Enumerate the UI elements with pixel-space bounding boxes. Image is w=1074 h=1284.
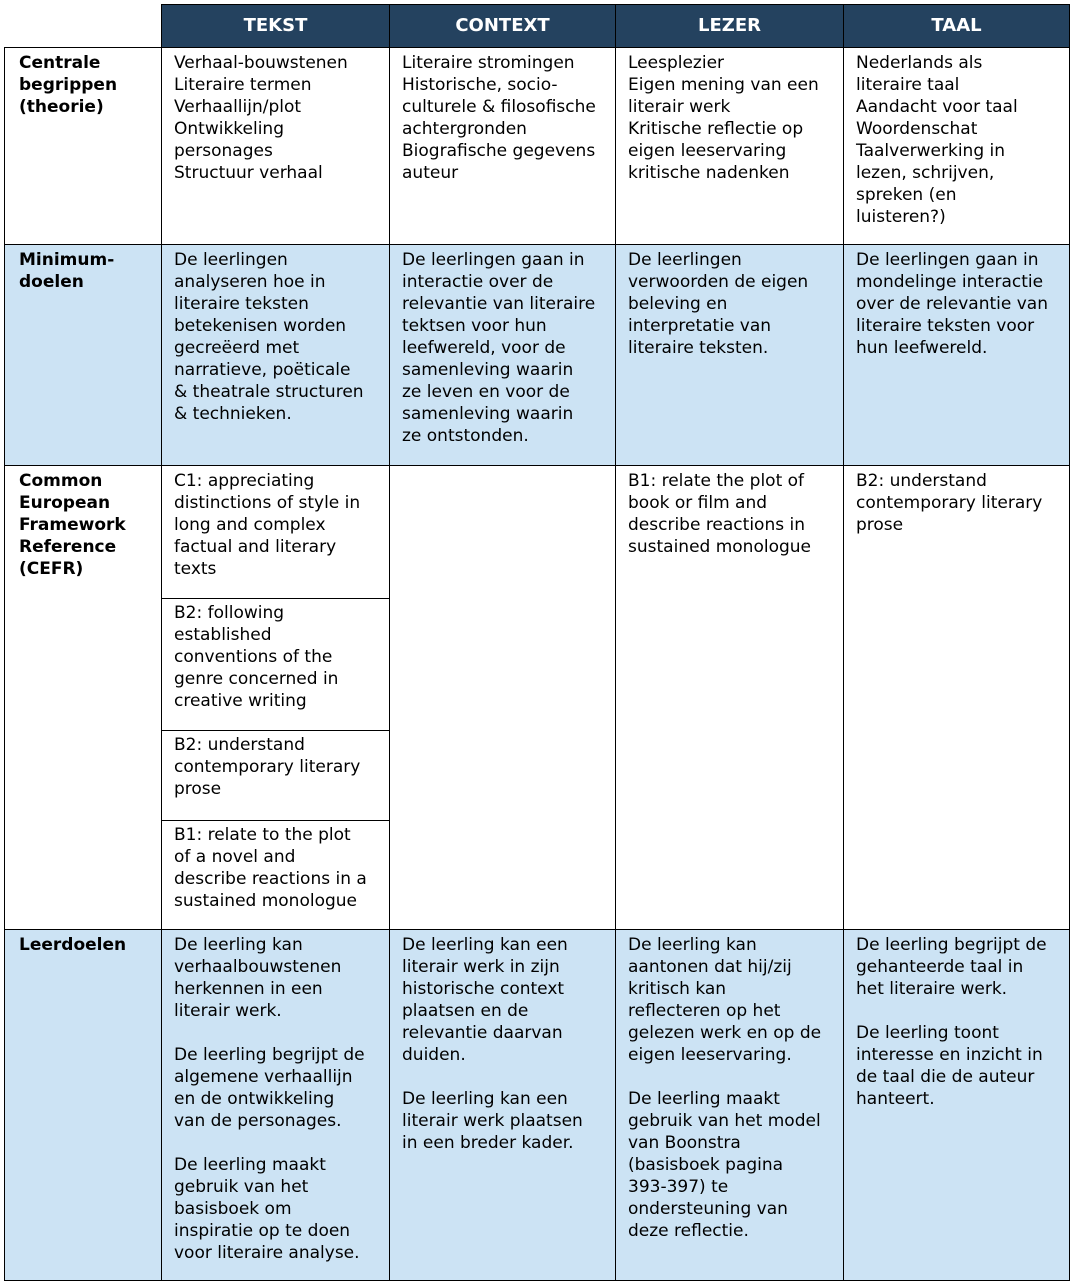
cefr-tekst-item: B2: understand contemporary literary prose: [162, 731, 389, 821]
rowhead-leerdoelen: Leerdoelen: [4, 929, 162, 1281]
cell-cefr-taal: B2: understand contemporary literary prose: [843, 465, 1070, 930]
cell-cefr-lezer: B1: relate the plot of book or film and describe reactions in sustained monologue: [615, 465, 844, 930]
cell-leerdoelen-tekst: De leerling kan verhaalbouwstenen herkennen in een literair werk. De leerling begrijpt de algemene verhaallijn en de ontwikkeling van de personages. De leerling maakt gebruik van het basisboek om inspiratie op te doen voor literaire analyse.: [161, 929, 390, 1281]
rowhead-cefr: Common European Framework Reference (CEFR): [4, 465, 162, 930]
cell-leerdoelen-taal: De leerling begrijpt de gehanteerde taal in het literaire werk. De leerling toont interesse en inzicht in de taal die de auteur hanteert.: [843, 929, 1070, 1281]
cell-leerdoelen-lezer: De leerling kan aantonen dat hij/zij kritisch kan reflecteren op het gelezen werk en op de eigen leeservaring. De leerling maakt gebruik van het model van Boonstra (basisboek pagina 393-397) te ondersteuning van deze reflectie.: [615, 929, 844, 1281]
cell-centrale-taal: Nederlands als literaire taal Aandacht voor taal Woordenschat Taalverwerking in lezen, schrijven, spreken (en luisteren?): [843, 47, 1070, 245]
cell-centrale-lezer: Leesplezier Eigen mening van een literair werk Kritische reflectie op eigen leeservaring kritische nadenken: [615, 47, 844, 245]
cell-minimum-taal: De leerlingen gaan in mondelinge interactie over de relevantie van literaire teksten voor hun leefwereld.: [843, 244, 1070, 466]
header-tekst: TEKST: [161, 4, 390, 48]
rowhead-centrale-begrippen: Centrale begrippen (theorie): [4, 47, 162, 245]
cefr-tekst-item: B1: relate to the plot of a novel and describe reactions in a sustained monologue: [162, 821, 389, 929]
header-lezer: LEZER: [615, 4, 844, 48]
cefr-tekst-item: C1: appreciating distinctions of style in long and complex factual and literary texts: [162, 466, 389, 599]
cell-minimum-tekst: De leerlingen analyseren hoe in literaire teksten betekenisen worden gecreëerd met narratieve, poëticale & theatrale structuren & technieken.: [161, 244, 390, 466]
cell-cefr-tekst: [161, 465, 390, 930]
cell-minimum-lezer: De leerlingen verwoorden de eigen beleving en interpretatie van literaire teksten.: [615, 244, 844, 466]
cell-centrale-context: Literaire stromingen Historische, socio- culturele & filosofische achtergronden Biografische gegevens auteur: [389, 47, 616, 245]
cell-centrale-tekst: Verhaal-bouwstenen Literaire termen Verhaallijn/plot Ontwikkeling personages Structuur verhaal: [161, 47, 390, 245]
rowhead-minimumdoelen: Minimum- doelen: [4, 244, 162, 466]
cefr-tekst-item: B2: following established conventions of the genre concerned in creative writing: [162, 599, 389, 731]
cell-cefr-context: [389, 465, 616, 930]
header-context: CONTEXT: [389, 4, 616, 48]
cell-leerdoelen-context: De leerling kan een literair werk in zijn historische context plaatsen en de relevantie daarvan duiden. De leerling kan een literair werk plaatsen in een breder kader.: [389, 929, 616, 1281]
header-taal: TAAL: [843, 4, 1070, 48]
cell-minimum-context: De leerlingen gaan in interactie over de relevantie van literaire tektsen voor hun leefwereld, voor de samenleving waarin ze leven en voor de samenleving waarin ze ontstonden.: [389, 244, 616, 466]
